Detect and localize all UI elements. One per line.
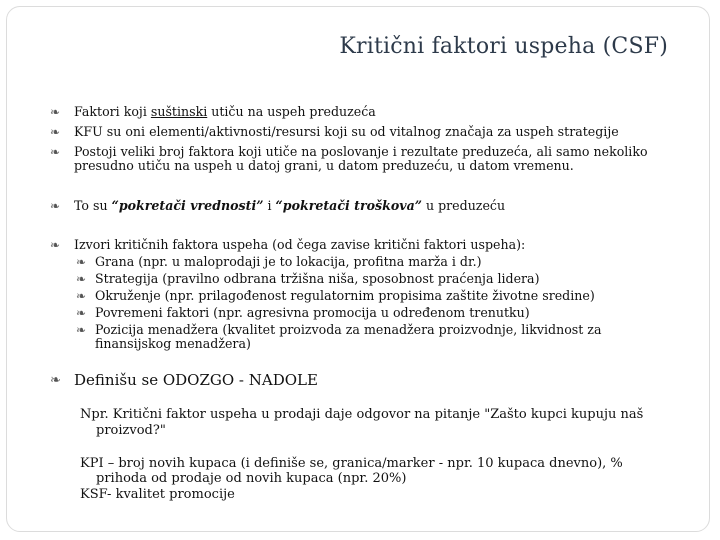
leaf-bullet-icon: ❧: [50, 125, 61, 139]
paragraph-2-line-1: KPI – broj novih kupaca (i definiše se, granica/marker - npr. 10 kupaca dnevno), %: [80, 456, 623, 471]
sub-bullet-5-line-1: Pozicija menadžera (kvalitet proizvoda za menadžera proizvodnje, likvidnost za: [95, 322, 602, 337]
sub-bullet-2: Strategija (pravilno odbrana tržišna niša, sposobnost praćenja lidera): [95, 271, 540, 286]
paragraph-1-line-2: proizvod?": [96, 423, 166, 438]
paragraph-1-line-1: Npr. Kritični faktor uspeha u prodaji daje odgovor na pitanje "Zašto kupci kupuju naš: [80, 407, 644, 422]
bullet-3-line-1: Postoji veliki broj faktora koji utiče na poslovanje i rezultate preduzeća, ali samo nekoliko: [74, 144, 648, 159]
bullet-4-mid: i: [263, 198, 276, 213]
leaf-bullet-icon: ❧: [76, 272, 87, 286]
bullet-4-post: u preduzeću: [421, 198, 506, 213]
sub-bullet-3: Okruženje (npr. prilagođenost regulatornim propisima zaštite životne sredine): [95, 288, 595, 303]
paragraph-2-line-2: prihoda od prodaje od novih kupaca (npr. 20%): [96, 471, 407, 486]
paragraph-2-line-3: KSF- kvalitet promocije: [80, 487, 235, 502]
bullet-1: [74, 104, 376, 120]
bullet-1-post: utiču na uspeh preduzeća: [207, 104, 376, 119]
bullet-4: [74, 198, 505, 214]
bullet-5: Izvori kritičnih faktora uspeha (od čega zavise kritični faktori uspeha):: [74, 237, 526, 252]
leaf-bullet-icon: ❧: [50, 105, 61, 119]
leaf-bullet-icon: ❧: [76, 306, 87, 320]
bullet-1-pre: Faktori koji: [74, 104, 151, 119]
bullet-1-underlined: suštinski: [150, 104, 208, 119]
bullet-4-emph-1: “pokretači vrednosti”: [111, 198, 264, 213]
bullet-4-emph-2: “pokretači troškova”: [275, 198, 422, 213]
bullet-3-line-2: presudno utiču na uspeh u datoj grani, u datom preduzeću, u datom vremenu.: [74, 158, 574, 173]
leaf-bullet-icon: ❧: [50, 199, 61, 213]
bullet-6: Definišu se ODOZGO - NADOLE: [74, 371, 318, 389]
sub-bullet-5-line-2: finansijskog menadžera): [95, 336, 251, 351]
leaf-bullet-icon: ❧: [50, 373, 61, 388]
leaf-bullet-icon: ❧: [76, 289, 87, 303]
leaf-bullet-icon: ❧: [76, 255, 87, 269]
sub-bullet-1: Grana (npr. u maloprodaji je to lokacija, profitna marža i dr.): [95, 254, 482, 269]
leaf-bullet-icon: ❧: [76, 323, 87, 337]
leaf-bullet-icon: ❧: [50, 145, 61, 159]
slide-title: Kritični faktori uspeha (CSF): [339, 34, 668, 59]
sub-bullet-4: Povremeni faktori (npr. agresivna promocija u određenom trenutku): [95, 305, 530, 320]
bullet-2: KFU su oni elementi/aktivnosti/resursi koji su od vitalnog značaja za uspeh strategije: [74, 124, 619, 139]
bullet-4-pre: To su: [74, 198, 112, 213]
leaf-bullet-icon: ❧: [50, 238, 61, 252]
